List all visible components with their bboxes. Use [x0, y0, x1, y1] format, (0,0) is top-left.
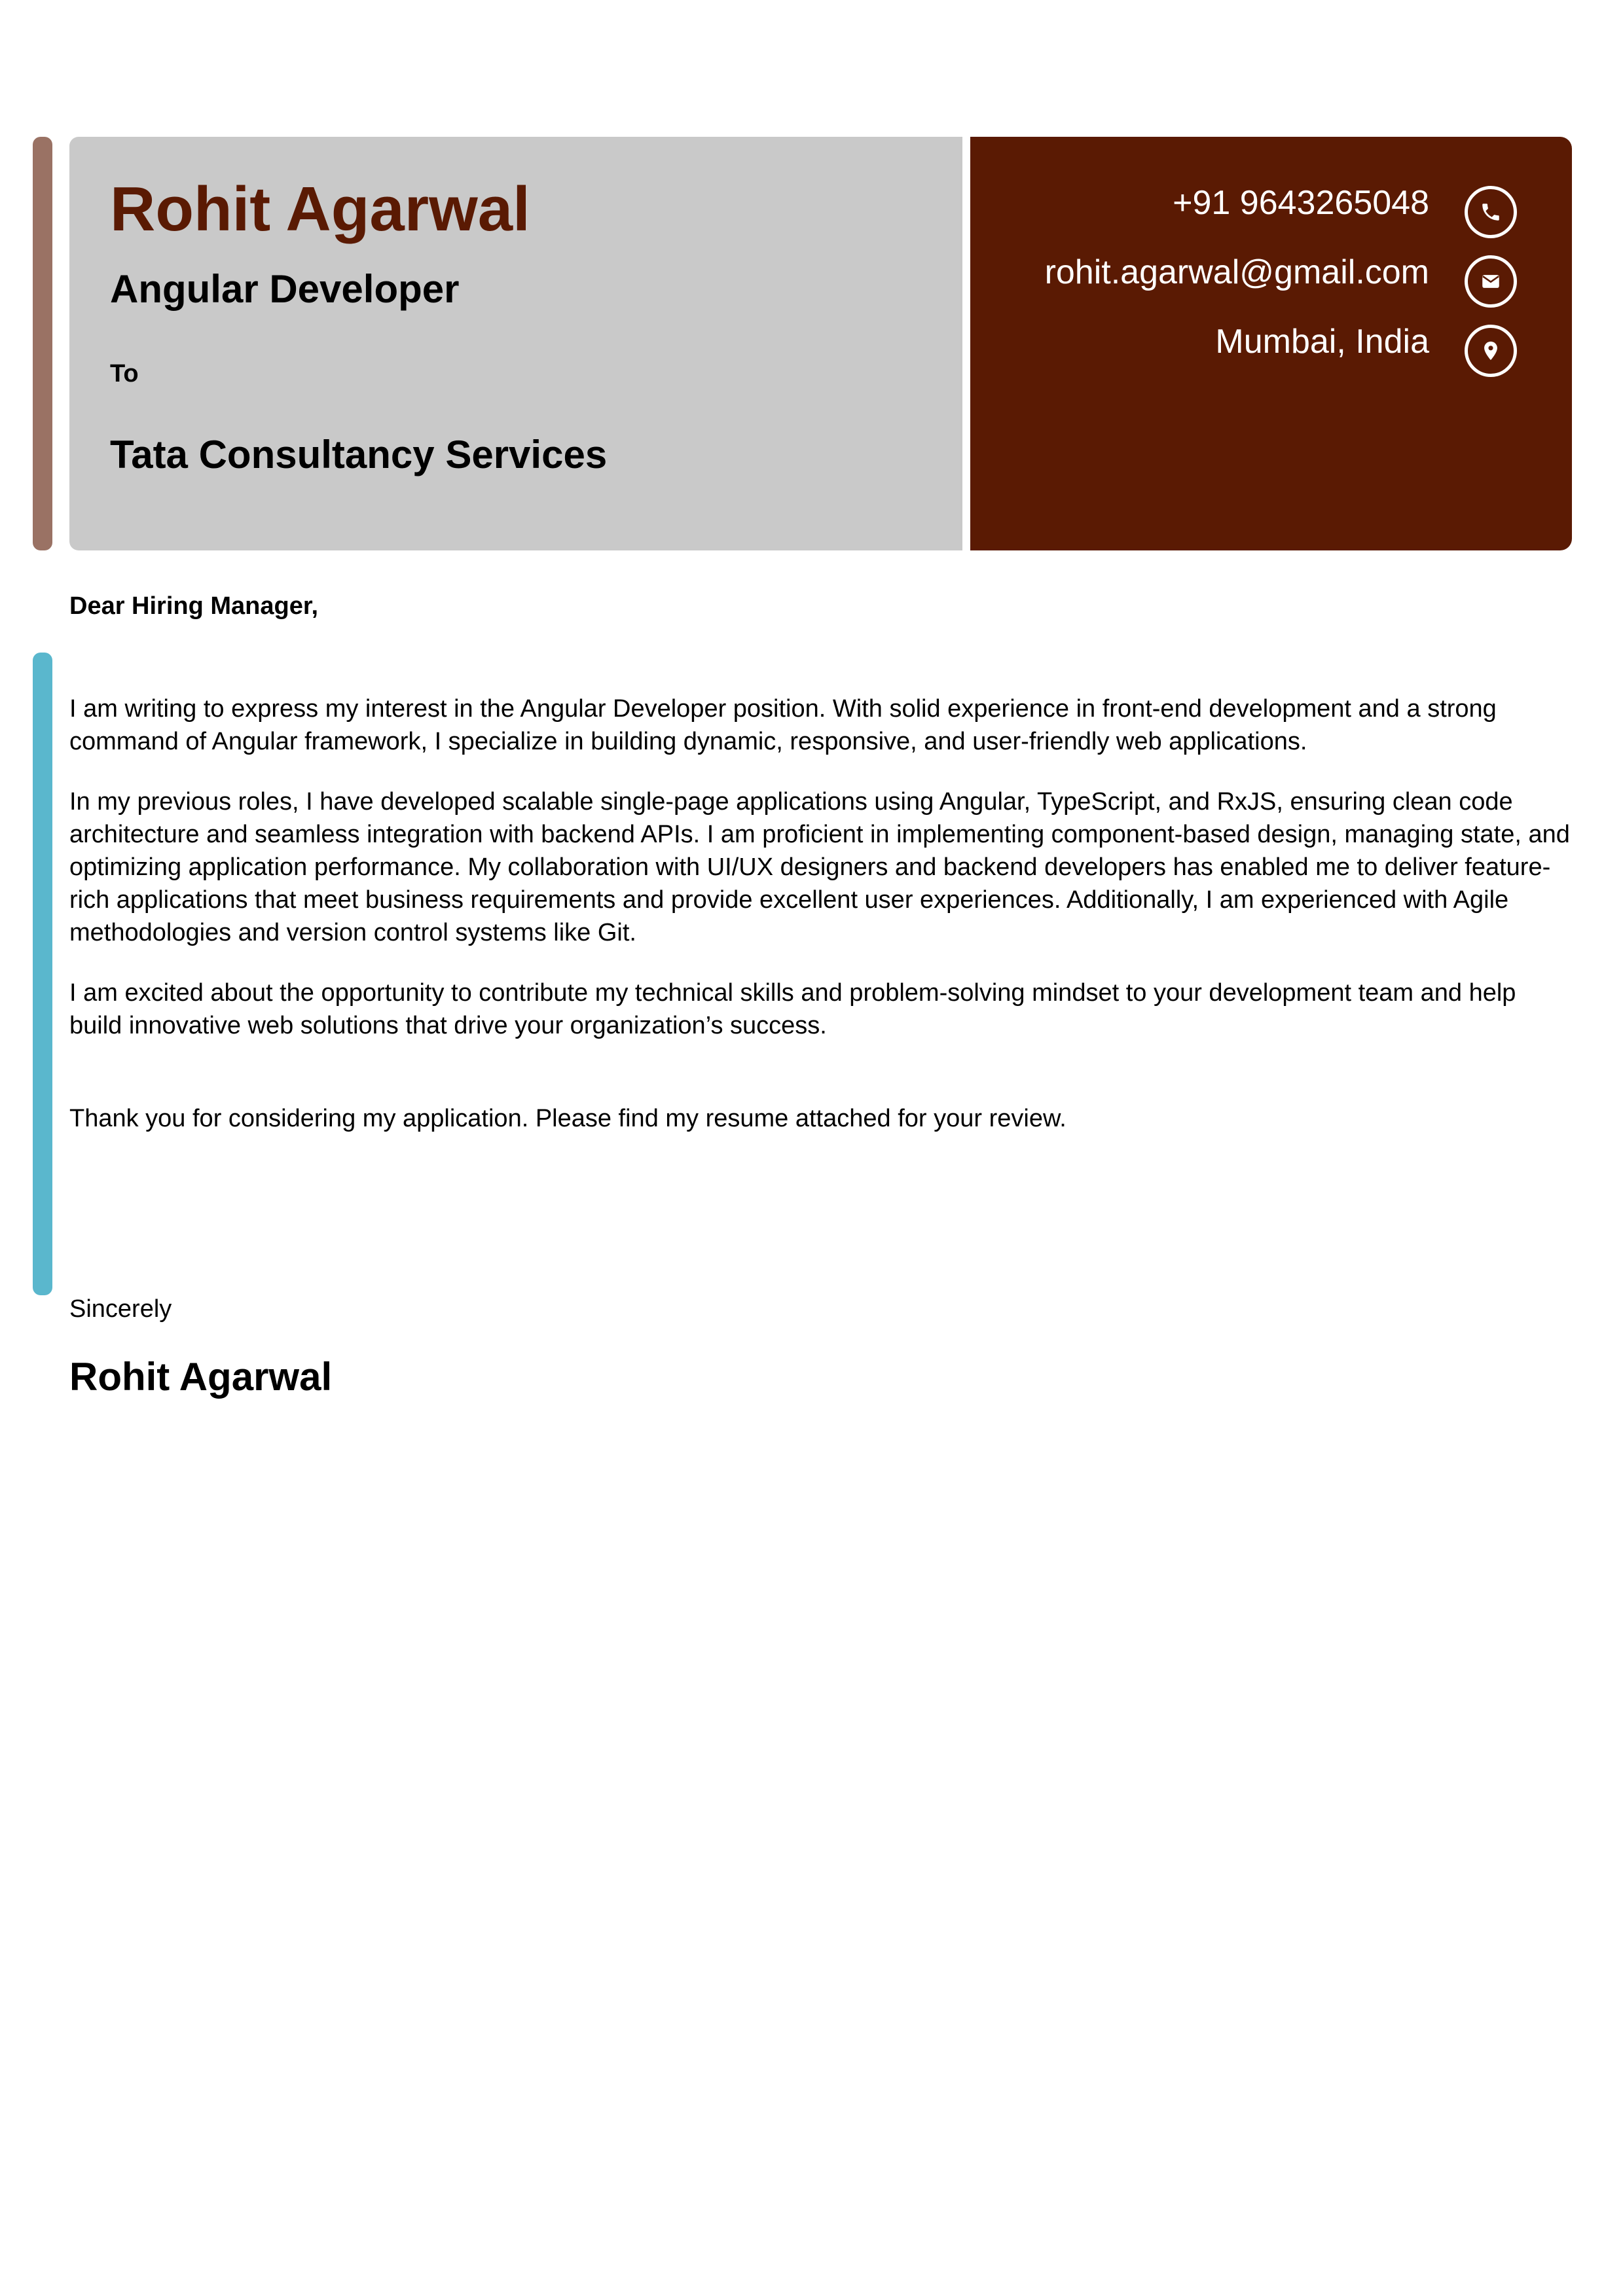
contact-phone[interactable]: +91 9643265048	[1173, 184, 1429, 222]
body-accent-bar	[33, 653, 52, 1295]
email-icon	[1465, 255, 1517, 308]
to-label: To	[110, 360, 139, 387]
header-accent-bar	[33, 137, 52, 550]
letter-paragraph: In my previous roles, I have developed scalable single-page applications using Angular, TypeScript, and RxJS, ensuring clean code architecture and seamless integration with backend APIs. I am proficient in implementing component-based design, managing state, and optimizing application performance. My collaboration with UI/UX designers and backend developers has enabled me to deliver feature-rich applications that meet business requirements and provide excellent user experiences. Additionally, I am experienced with Agile methodologies and version control systems like Git.	[69, 788, 1570, 946]
location-icon	[1465, 325, 1517, 377]
letter-paragraph: I am writing to express my interest in the Angular Developer position. With solid experience in front-end development and a strong command of Angular framework, I specialize in building dynamic, responsive, and user-friendly web applications.	[69, 695, 1497, 755]
applicant-name: Rohit Agarwal	[110, 174, 530, 244]
closing: Sincerely	[69, 1295, 172, 1323]
contact-location-row	[1215, 323, 1517, 379]
letter-paragraph: Thank you for considering my application. Please find my resume attached for your review.	[69, 1105, 1067, 1132]
letter-body	[69, 692, 1575, 1135]
letter-paragraph: I am excited about the opportunity to contribute my technical skills and problem-solving mindset to your development team and help build innovative web solutions that drive your organization’s success.	[69, 979, 1516, 1039]
contact-email[interactable]: rohit.agarwal@gmail.com	[1044, 253, 1429, 291]
salutation: Dear Hiring Manager,	[69, 592, 319, 620]
contact-panel	[970, 137, 1572, 550]
signature-name: Rohit Agarwal	[69, 1355, 333, 1399]
contact-phone-row	[1173, 184, 1517, 240]
contact-email-row	[1045, 253, 1517, 310]
recipient-company: Tata Consultancy Services	[110, 433, 608, 476]
contact-location: Mumbai, India	[1215, 323, 1429, 361]
header-panel	[69, 137, 962, 550]
phone-icon	[1465, 186, 1517, 238]
job-title: Angular Developer	[110, 267, 460, 311]
